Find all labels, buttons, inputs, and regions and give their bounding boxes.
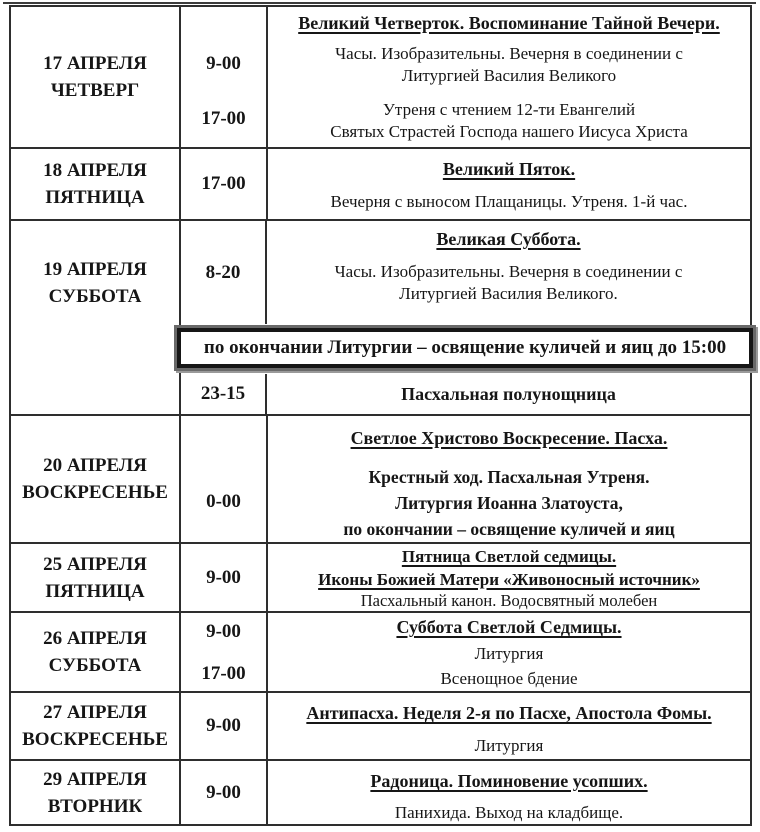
- time-value: 23-15: [200, 383, 246, 404]
- date-cell: [10, 543, 180, 612]
- service-line: Крестный ход. Пасхальная Утреня.: [368, 467, 650, 487]
- date-cell: [10, 692, 180, 760]
- row-25-april: [10, 543, 751, 612]
- time-cell: [180, 543, 267, 612]
- service-line: Часы. Изобразительны. Вечерня в соединении с: [335, 44, 683, 63]
- row-17-april: [10, 6, 751, 148]
- date-line: 27 АПРЕЛЯ: [43, 702, 147, 723]
- date-line: ПЯТНИЦА: [45, 187, 145, 208]
- time-cell: [180, 148, 267, 220]
- service-header: Радоница. Поминовение усопших.: [370, 771, 648, 791]
- time-cell: [180, 415, 267, 543]
- service-line: Часы. Изобразительны. Вечерня в соединении с: [334, 262, 683, 281]
- service-header: Великий Четверток. Воспоминание Тайной Вечери.: [298, 13, 720, 33]
- date-cell: [10, 148, 180, 220]
- row-20-april: [10, 415, 751, 543]
- top-rule: [3, 2, 756, 4]
- date-line: ВОСКРЕСЕНЬЕ: [22, 729, 168, 750]
- service-cell: [267, 692, 751, 760]
- schedule-table: [9, 5, 752, 826]
- service-block-cell: [180, 220, 751, 415]
- date-line: 29 АПРЕЛЯ: [43, 768, 147, 790]
- service-header: Пятница Светлой седмицы.: [401, 547, 617, 566]
- date-line: 20 АПРЕЛЯ: [43, 455, 147, 476]
- service-cell: [267, 6, 751, 148]
- service-line: Вечерня с выносом Плащаницы. Утреня. 1-й час.: [330, 192, 688, 211]
- date-line: 18 АПРЕЛЯ: [43, 160, 147, 181]
- service-line: Святых Страстей Господа нашего Иисуса Христа: [330, 122, 688, 141]
- time-value: 9-00: [206, 621, 241, 642]
- service-header: Великая Суббота.: [436, 229, 581, 249]
- consecration-notice-box: [174, 325, 756, 371]
- service-subrow: [181, 221, 750, 324]
- date-line: ЧЕТВЕРГ: [50, 80, 140, 101]
- time-cell: [180, 6, 267, 148]
- service-line: Литургией Василия Великого: [401, 66, 617, 85]
- time-value: 0-00: [206, 491, 241, 512]
- time-value: 9-00: [206, 715, 241, 736]
- time-cell: [180, 612, 267, 692]
- date-cell: [10, 760, 180, 825]
- date-line: 19 АПРЕЛЯ: [43, 258, 147, 280]
- time-cell: [181, 221, 267, 324]
- time-value: 17-00: [201, 108, 246, 129]
- service-line: Всенощное бдение: [440, 669, 578, 688]
- service-cell: [267, 612, 751, 692]
- service-cell: [267, 543, 751, 612]
- date-line: ПЯТНИЦА: [45, 580, 145, 602]
- time-value: 17-00: [201, 663, 246, 684]
- service-cell: [267, 415, 751, 543]
- service-line: Литургия: [474, 736, 544, 755]
- service-line: Литургией Василия Великого.: [399, 284, 618, 303]
- service-cell: [267, 221, 750, 324]
- service-subrow: [181, 374, 750, 414]
- consecration-notice-text: по окончании Литургии – освящение куличей и яиц до 15:00: [177, 328, 753, 368]
- service-header: Антипасха. Неделя 2-я по Пасхе, Апостола Фомы.: [306, 703, 712, 723]
- date-line: 25 АПРЕЛЯ: [43, 553, 147, 575]
- service-line: Литургия: [474, 644, 544, 663]
- time-value: 9-00: [206, 53, 241, 74]
- date-line: ВОСКРЕСЕНЬЕ: [22, 482, 168, 503]
- time-cell: [181, 374, 267, 414]
- time-value: 8-20: [205, 261, 241, 283]
- service-line: Пасхальный канон. Водосвятный молебен: [360, 591, 658, 610]
- service-header: Иконы Божией Матери «Живоносный источник»: [318, 570, 700, 589]
- service-header: Суббота Светлой Седмицы.: [396, 617, 622, 637]
- date-cell: [10, 6, 180, 148]
- time-value: 9-00: [206, 781, 241, 803]
- row-29-april: [10, 760, 751, 825]
- date-line: 26 АПРЕЛЯ: [43, 628, 147, 649]
- date-cell: [10, 415, 180, 543]
- service-line: по окончании – освящение куличей и яиц: [343, 519, 675, 539]
- time-cell: [180, 760, 267, 825]
- service-cell: [267, 760, 751, 825]
- row-18-april: [10, 148, 751, 220]
- callout-band: [181, 324, 750, 374]
- service-cell: [267, 148, 751, 220]
- date-line: 17 АПРЕЛЯ: [43, 53, 147, 74]
- row-26-april: [10, 612, 751, 692]
- service-line: Утреня с чтением 12-ти Евангелий: [382, 100, 636, 119]
- service-paragraph: [276, 99, 742, 143]
- time-cell: [180, 692, 267, 760]
- date-line: ВТОРНИК: [47, 795, 143, 817]
- time-value: 17-00: [201, 173, 246, 194]
- date-cell: [10, 612, 180, 692]
- service-line: Пасхальная полунощница: [401, 383, 616, 404]
- service-paragraph: [276, 43, 742, 87]
- service-header: Великий Пяток.: [442, 159, 576, 179]
- date-line: СУББОТА: [48, 655, 142, 676]
- service-line: Панихида. Выход на кладбище.: [394, 803, 624, 822]
- row-19-april: [10, 220, 751, 415]
- date-cell: [10, 220, 180, 415]
- time-value: 9-00: [206, 566, 241, 588]
- date-line: СУББОТА: [48, 285, 142, 307]
- row-27-april: [10, 692, 751, 760]
- service-header: Светлое Христово Воскресение. Пасха.: [350, 428, 668, 448]
- service-line: Литургия Иоанна Златоуста,: [395, 493, 623, 513]
